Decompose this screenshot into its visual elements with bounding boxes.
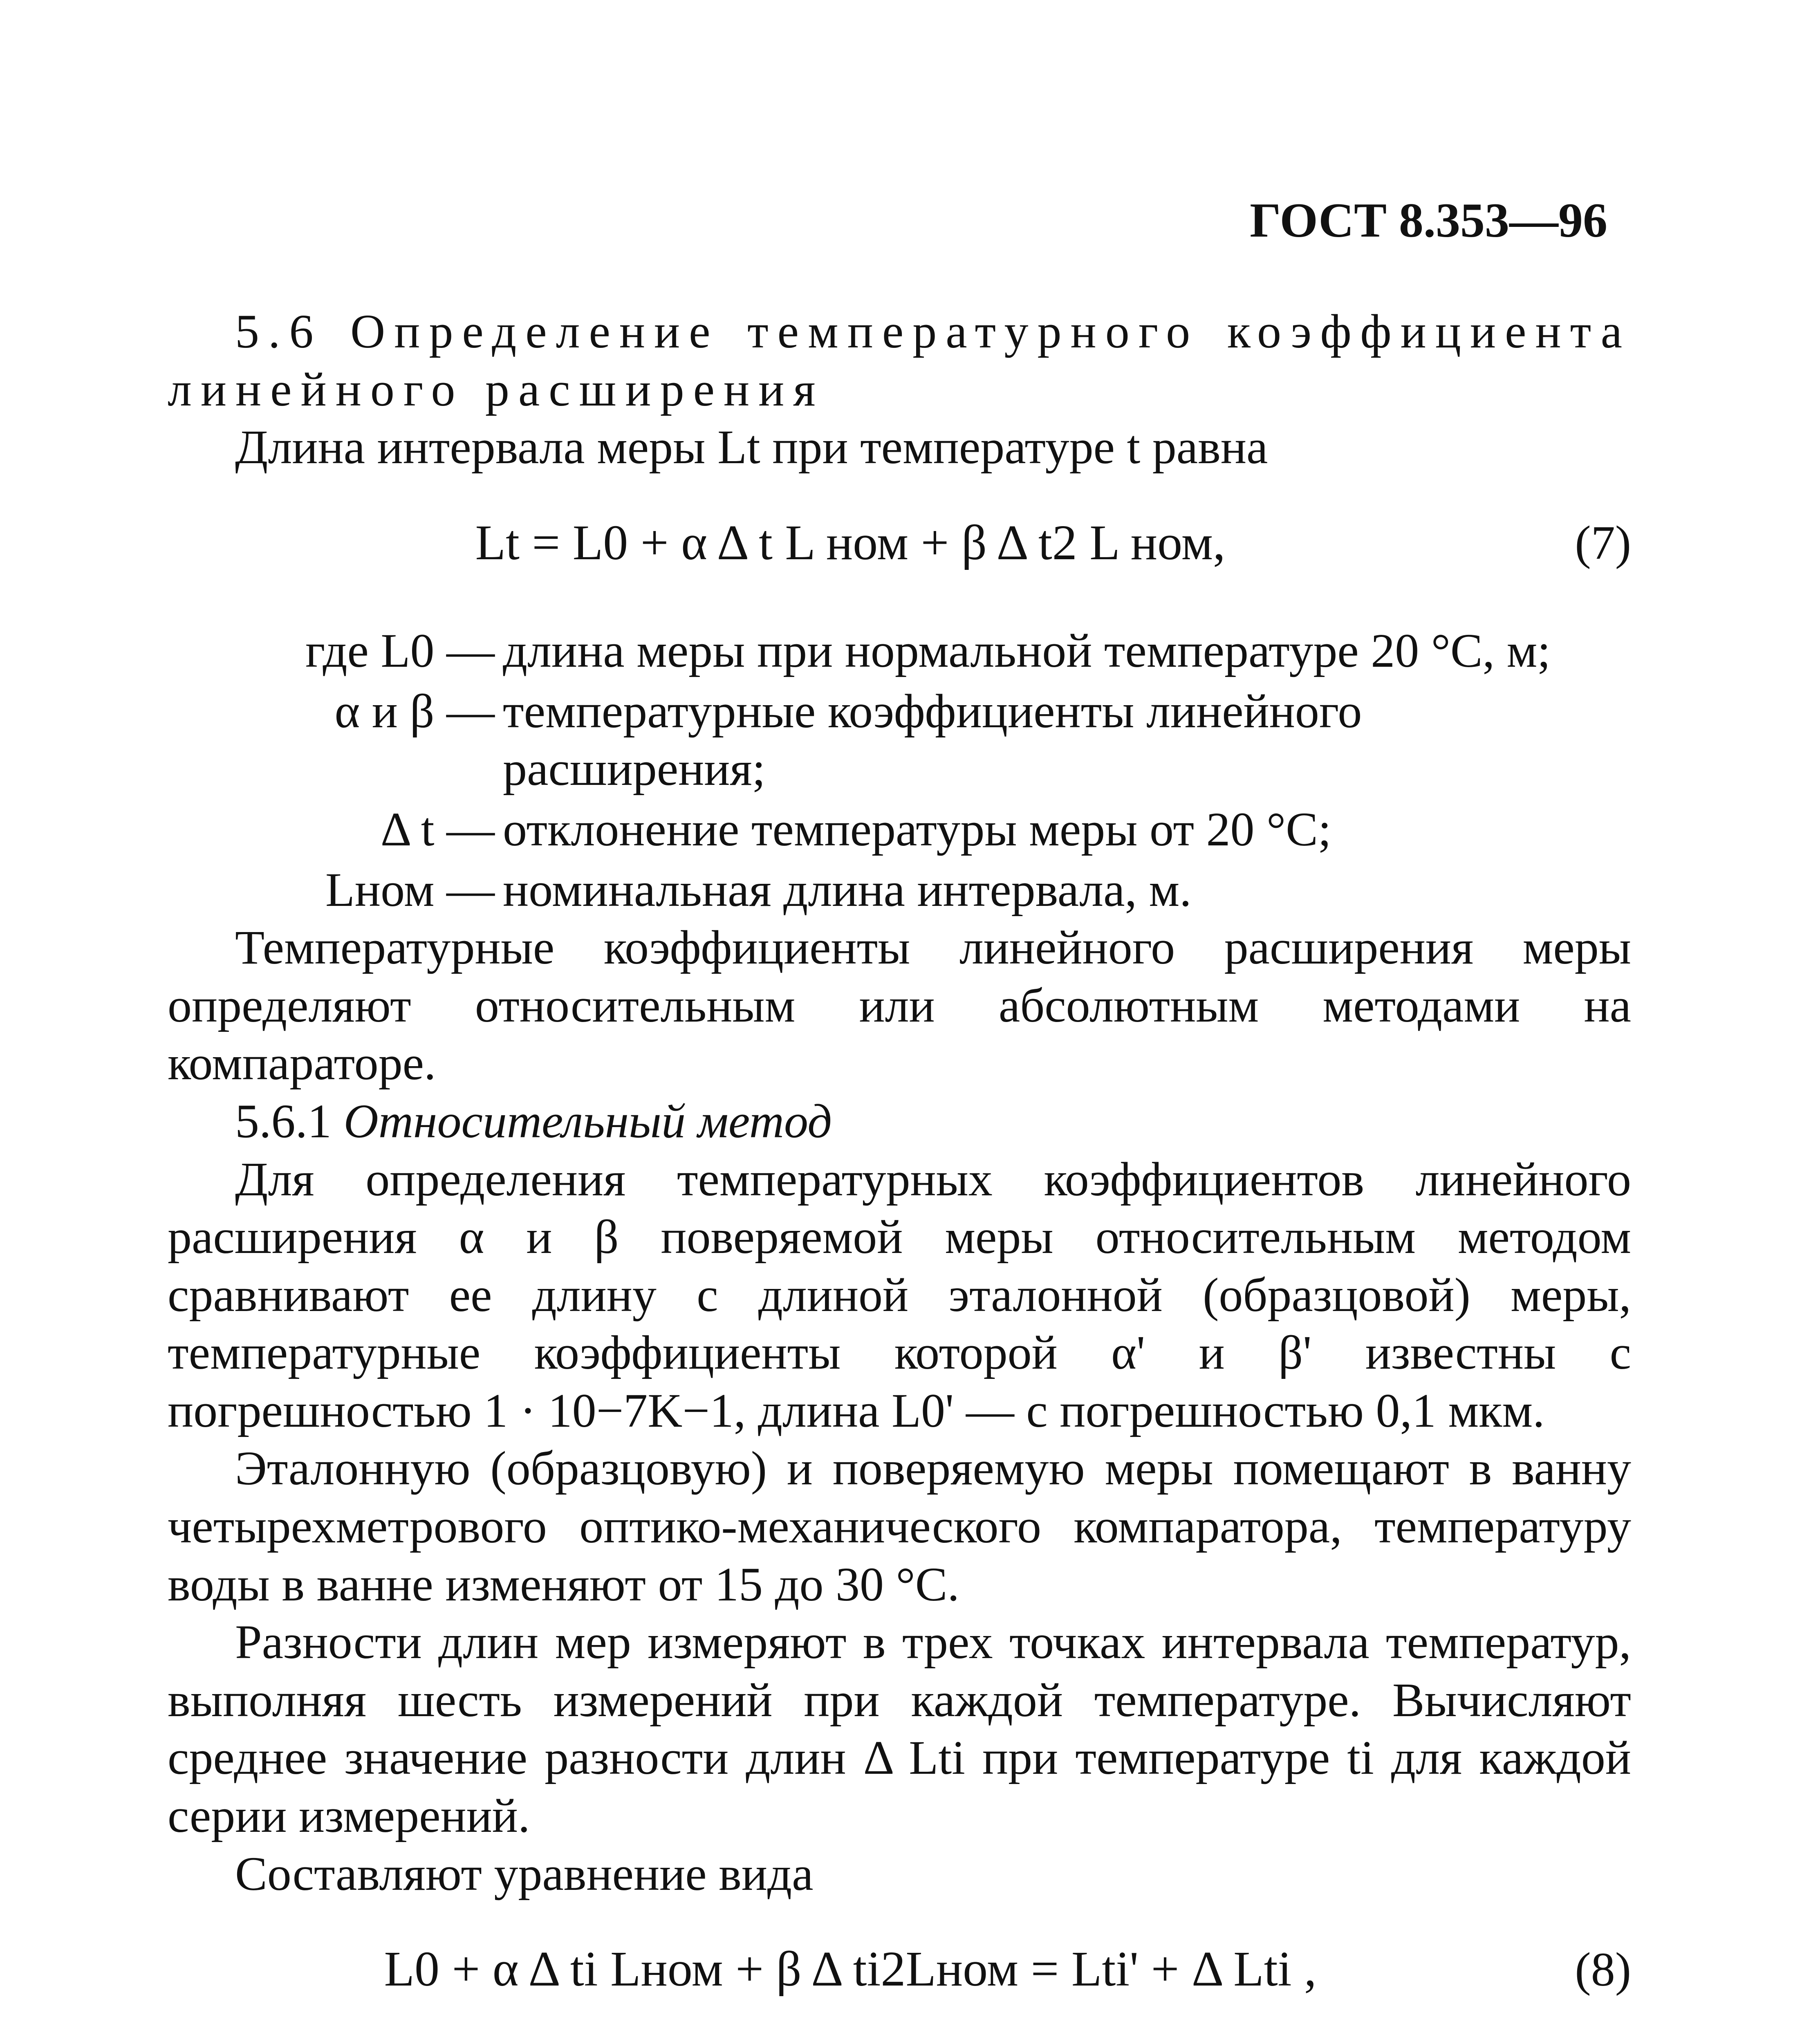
formula-8 [168, 1939, 1631, 1999]
definition-text: отклонение температуры меры от 20 °С; [503, 802, 1331, 856]
section-5-6-1-paragraph: Эталонную (образцовую) и поверяемую меры помещают в ванну четырехметрового оптико-механического компаратора, температуру воды в ванне изменяют от 15 до 30 °С. [168, 1441, 1631, 1611]
where-label: где [305, 624, 369, 678]
definition-row [168, 682, 1631, 798]
definition-row [168, 861, 1631, 919]
formula-7-expression: Lt = L0 + α Δ t L ном + β Δ t2 L ном, [475, 515, 1226, 570]
definition-symbol [168, 622, 503, 680]
definition-row [168, 800, 1631, 858]
formula-7 [168, 513, 1631, 573]
definition-symbol: Lном — [325, 863, 495, 917]
section-5-6-1-heading [168, 1092, 1631, 1150]
section-number: 5.6.1 [235, 1094, 332, 1148]
formula-8-expression: L0 + α Δ ti Lном + β Δ ti2Lном = Lti' + Δ Lti , [384, 1941, 1317, 1997]
section-5-6-title: 5.6 Определение температурного коэффициента линейного расширения [168, 305, 1631, 416]
definition-row [168, 622, 1631, 680]
document-id: ГОСТ 8.353—96 [1250, 193, 1607, 247]
section-5-6-1-paragraph: Разности длин мер измеряют в трех точках интервала температур, выполняя шесть измерений при каждой температуре. Вычисляют среднее значение разности длин Δ Lti при температуре ti для каждой серии измерений. [168, 1615, 1631, 1843]
section-5-6-intro: Длина интервала меры Lt при температуре t равна [235, 420, 1268, 474]
definition-text: длина меры при нормальной температуре 20 °С, м; [503, 624, 1551, 678]
section-5-6-1-paragraph: Для определения температурных коэффициентов линейного расширения α и β поверяемой меры относительным методом сравнивают ее длину с длиной эталонной (образцовой) меры, температурные коэффициенты которой α' и β' известны с погрешностью 1 · 10−7K−1, длина L0' — с погрешностью 0,1 мкм. [168, 1152, 1631, 1437]
section-5-6-paragraph: Температурные коэффициенты линейного расширения меры определяют относительным или абсолютным методами на компараторе. [168, 921, 1631, 1090]
definition-symbol: α и β — [334, 684, 495, 738]
definition-symbol: Δ t — [380, 802, 495, 856]
section-5-6-1-paragraph: Составляют уравнение вида [235, 1847, 814, 1901]
section-title: Относительный метод [343, 1094, 832, 1148]
definition-symbol-text: L0 — [381, 624, 495, 678]
definition-text: номинальная длина интервала, м. [503, 863, 1192, 917]
formula-7-definitions [168, 622, 1631, 919]
page-content [168, 303, 1631, 2044]
formula-8-number: (8) [1575, 1942, 1631, 1996]
formula-7-number: (7) [1575, 516, 1631, 570]
definition-text: температурные коэффициенты линейного расширения; [503, 684, 1362, 796]
